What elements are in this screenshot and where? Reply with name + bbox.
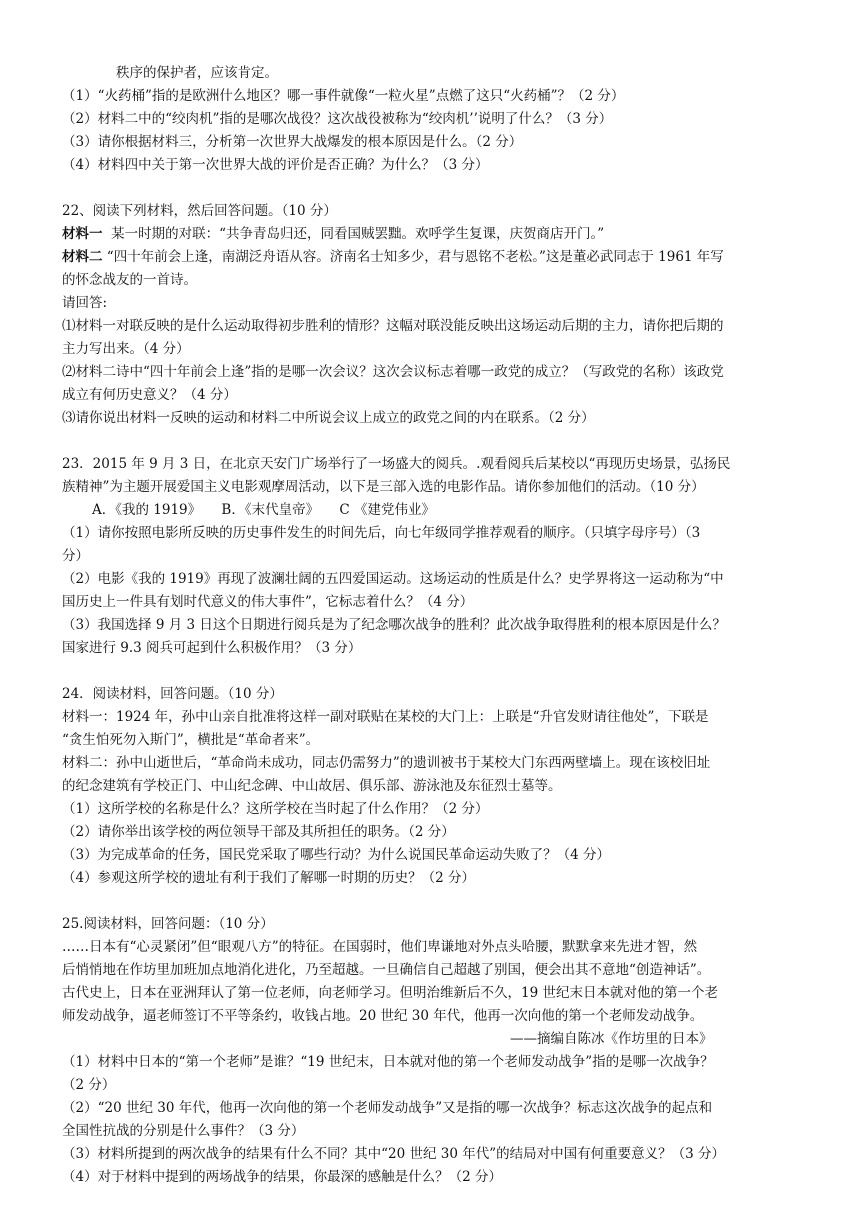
q21-question-4: （4）材料四中关于第一次世界大战的评价是否正确？为什么？（3 分） [62, 157, 489, 173]
q25-passage-line-4: 师发动战争，逼老师签订不平等条约，收钱占地。20 世纪 30 年代，他再一次向他的第一个老师发动战争。 [62, 1008, 704, 1024]
q21-question-1: （1）“火药桶”指的是欧洲什么地区？哪一事件就像“一粒火星”点燃了这只“火药桶”？（2 分） [62, 88, 625, 104]
q25-passage-line-2: 后悄悄地在作坊里加班加点地消化进化，乃至超越。一旦确信自己超越了别国，便会出其不意地“创造神话”。 [62, 962, 711, 978]
q23-title-cont: 族精神”为主题开展爱国主义电影观摩周活动，以下是三部入选的电影作品。请你参加他们的活动。（10 分） [62, 479, 705, 495]
q22-question-3: ⑶请你说出材料一反映的运动和材料二中所说会议上成立的政党之间的内在联系。（2 分） [62, 410, 595, 426]
q21-question-3: （3）请你根据材料三，分析第一次世界大战爆发的根本原因是什么。（2 分） [62, 134, 523, 150]
material-text: 某一时期的对联：“共争青岛归还，同看国贼罢黜。欢呼学生复课，庆贺商店开门。” [111, 226, 605, 242]
q25-question-1: （1）材料中日本的“第一个老师”是谁？“19 世纪末，日本就对他的第一个老师发动战争”指的是哪一次战争？ [62, 1054, 714, 1070]
q22-question-2: ⑵材料二诗中“四十年前会上逢”指的是哪一次会议？这次会议标志着哪一政党的成立？（写政党的名称）该政党 [62, 364, 724, 380]
q23-question-2-cont: 国历史上一件具有划时代意义的伟大事件”，它标志着什么？（4 分） [62, 594, 474, 610]
q25-passage-line-3: 古代史上，日本在亚洲拜认了第一位老师，向老师学习。但明治维新后不久，19 世纪末日本就对他的第一个老 [62, 985, 718, 1001]
q24-material-1-cont: “贪生怕死勿入斯门”，横批是“革命者来”。 [62, 732, 320, 748]
q24-question-1: （1）这所学校的名称是什么？这所学校在当时起了什么作用？（2 分） [62, 801, 489, 817]
q24-material-2: 材料二：孙中山逝世后，“革命尚未成功，同志仍需努力”的遗训被书于某校大门东西两壁墙上。现在该校旧址 [62, 755, 711, 771]
q22-question-1-cont: 主力写出来。（4 分） [62, 341, 190, 357]
q23-question-3-cont: 国家进行 9.3 阅兵可起到什么积极作用？（3 分） [62, 640, 362, 656]
q25-question-3: （3）材料所提到的两次战争的结果有什么不同？其中“20 世纪 30 年代”的结局对中国有何重要意义？（3 分） [62, 1146, 726, 1162]
q23-question-1: （1）请你按照电影所反映的历史事件发生的时间先后，向七年级同学推荐观看的顺序。（只填字母序号）（3 [62, 525, 701, 541]
q25-title: 25.阅读材料，回答问题：（10 分） [62, 916, 274, 932]
q23-question-2: （2）电影《我的 1919》再现了波澜壮阔的五四爱国运动。这场运动的性质是什么？史学界将这一运动称为“中 [62, 571, 724, 587]
q25-question-1-cont: （2 分） [62, 1077, 116, 1093]
material-label: 材料二 [62, 249, 103, 265]
q22-material-2 [62, 246, 802, 268]
q25-question-2-cont: 全国性抗战的分别是什么事件？（3 分） [62, 1123, 305, 1139]
q21-continuation: 秩序的保护者，应该肯定。 [116, 65, 278, 81]
q25-question-4: （4）对于材料中提到的两场战争的结果，你最深的感触是什么？（2 分） [62, 1169, 502, 1185]
q24-question-3: （3）为完成革命的任务，国民党采取了哪些行动？为什么说国民革命运动失败了？（4 分） [62, 847, 610, 863]
q23-question-3: （3）我国选择 9 月 3 日这个日期进行阅兵是为了纪念哪次战争的胜利？此次战争取得胜利的根本原因是什么？ [62, 617, 726, 633]
q25-question-2: （2）“20 世纪 30 年代，他再一次向他的第一个老师发动战争”又是指的哪一次战争？标志这次战争的起点和 [62, 1100, 713, 1116]
q24-title: 24．阅读材料，回答问题。（10 分） [62, 686, 283, 702]
q24-question-4: （4）参观这所学校的遗址有利于我们了解哪一时期的历史？（2 分） [62, 870, 475, 886]
q22-title: 22、阅读下列材料，然后回答问题。（10 分） [62, 203, 337, 219]
q25-source: ——摘编自陈冰《作坊里的日本》 [510, 1031, 713, 1047]
q22-question-1: ⑴材料一对联反映的是什么运动取得初步胜利的情形？这幅对联没能反映出这场运动后期的主力，请你把后期的 [62, 318, 724, 334]
q22-material-2-cont: 的怀念战友的一首诗。 [62, 272, 197, 288]
q22-material-1 [62, 223, 802, 245]
q24-material-1: 材料一：1924 年，孙中山亲自批准将这样一副对联贴在某校的大门上：上联是“升官发财请往他处”，下联是 [62, 709, 709, 725]
q25-passage-line-1: ……日本有“心灵紧闭”但“眼观八方”的特征。在国弱时，他们卑谦地对外点头哈腰，默默拿来先进才智，然 [62, 939, 698, 955]
q24-material-2-cont: 的纪念建筑有学校正门、中山纪念碑、中山故居、俱乐部、游泳池及东征烈士墓等。 [62, 778, 562, 794]
q24-question-2: （2）请你举出该学校的两位领导干部及其所担任的职务。（2 分） [62, 824, 455, 840]
q22-question-2-cont: 成立有何历史意义？（4 分） [62, 387, 237, 403]
material-text: “四十年前会上逢，南湖泛舟语从容。济南名士知多少，君与恩铭不老松。”这是董必武同志于 1961 年写 [106, 249, 724, 265]
q21-question-2: （2）材料二中的“绞肉机”指的是哪次战役？这次战役被称为“绞肉机’’说明了什么？（3 分） [62, 111, 613, 127]
q23-question-1-cont: 分） [62, 548, 89, 564]
q23-options: A．《我的 1919》 B．《末代皇帝》 C 《建党伟业》 [92, 502, 435, 518]
material-label: 材料一 [62, 226, 103, 242]
q22-ask: 请回答: [62, 295, 108, 311]
q23-title: 23．2015 年 9 月 3 日，在北京天安门广场举行了一场盛大的阅兵。.观看阅兵后某校以“再现历史场景，弘扬民 [62, 456, 731, 472]
